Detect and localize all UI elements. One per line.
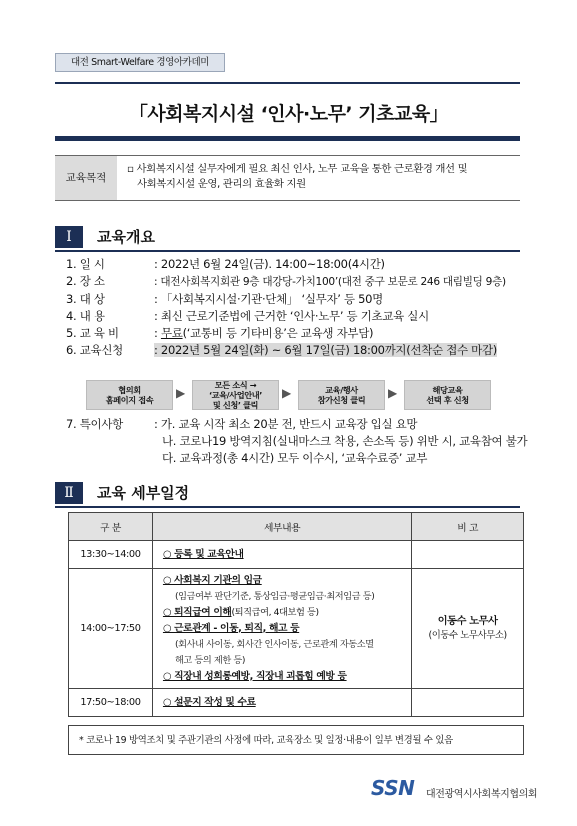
- overview-item-fee: [66, 325, 506, 342]
- step-3: [298, 380, 385, 410]
- overview-item-date: [66, 256, 506, 273]
- overview-list: [66, 256, 506, 359]
- item-value-highlight: : 2022년 5월 24일(화) ~ 6월 17일(금) 18:00까지(선착순 접수 마감): [154, 343, 497, 357]
- row-note: [412, 689, 524, 717]
- step-1-line: 홈페이지 접속: [105, 395, 154, 405]
- ssn-logo: SSN: [371, 776, 415, 800]
- section-1-number: Ⅰ: [55, 226, 83, 248]
- step-4-line: 해당교육: [432, 385, 463, 395]
- academy-tag: 대전 Smart-Welfare 경영아카데미: [55, 53, 225, 72]
- row-note: [412, 541, 524, 569]
- item-label: 5. 교 육 비: [66, 326, 119, 340]
- note-item: 나. 코로나19 방역지침(실내마스크 착용, 손소독 등) 위반 시, 교육참여 불가: [162, 434, 528, 448]
- item-value-suffix: (‘교통비 등 기타비용’은 교육생 자부담): [182, 326, 374, 340]
- step-2-line: ‘교육/사업안내’: [208, 390, 263, 400]
- row-time: 13:30~14:00: [69, 541, 153, 569]
- purpose-line-1: ▫ 사회복지시설 실무자에게 필요 최신 인사, 노무 교육을 통한 근로환경 개선 및: [127, 163, 468, 175]
- content-item: ○ 설문지 작성 및 수료: [162, 696, 256, 708]
- content-item: ○ 등록 및 교육안내: [162, 548, 244, 560]
- row-content: [152, 541, 411, 569]
- col-header-note: 비 고: [412, 513, 524, 541]
- notes-label: 7. 특이사항: [66, 417, 123, 431]
- step-1: [86, 380, 173, 410]
- purpose-line-2: 사회복지시설 운영, 관리의 효율화 지원: [137, 178, 306, 190]
- purpose-label: 교육목적: [55, 156, 117, 200]
- content-item: ○ 퇴직급여 이해: [162, 606, 232, 618]
- content-detail: (임금여부 판단기준, 통상임금·평균임금·최저임금 등): [174, 590, 375, 602]
- overview-item-apply: [66, 342, 506, 359]
- step-2-line: 및 신청’ 클릭: [212, 400, 259, 410]
- item-value: : 2022년 6월 24일(금). 14:00~18:00(4시간): [154, 257, 385, 271]
- step-arrow-icon: ▶: [282, 386, 292, 400]
- item-label: 3. 대 상: [66, 292, 105, 306]
- item-value: : 최신 근로기준법에 근거한 ‘인사·노무’ 등 기초교육 실시: [154, 309, 429, 323]
- section-1-header: [55, 226, 520, 248]
- col-header-time: 구 분: [69, 513, 153, 541]
- page-title: 「사회복지시설 ‘인사·노무’ 기초교육」: [128, 103, 449, 125]
- special-notes: [66, 416, 527, 467]
- section-2-rule: [55, 506, 520, 508]
- step-2-line: 모든 소식 →: [214, 380, 257, 390]
- footnote: * 코로나 19 방역조치 및 주관기관의 사정에 따라, 교육장소 및 일정·내용이 일부 변경될 수 있음: [68, 725, 524, 755]
- lecturer-office: (이동수 노무사무소): [428, 629, 507, 641]
- title-top-rule: [55, 82, 520, 84]
- title-bottom-rule: [55, 136, 520, 141]
- table-row: [69, 689, 524, 717]
- table-row: [69, 541, 524, 569]
- step-arrow-icon: ▶: [388, 386, 398, 400]
- row-time: 14:00~17:50: [69, 569, 153, 689]
- section-1-title: 교육개요: [97, 228, 155, 246]
- lecturer-name: 이동수 노무사: [437, 615, 498, 627]
- table-header-row: [69, 513, 524, 541]
- overview-item-target: [66, 291, 506, 308]
- section-2-number: Ⅱ: [55, 482, 83, 504]
- row-note: [412, 569, 524, 689]
- row-content: [152, 689, 411, 717]
- item-value: : 「사회복지시설·기관·단체」 ‘실무자’ 등 50명: [154, 292, 383, 306]
- row-time: 17:50~18:00: [69, 689, 153, 717]
- content-item: ○ 근로관계 - 이동, 퇴직, 해고 등: [162, 622, 300, 634]
- step-4-line: 선택 후 신청: [426, 395, 469, 405]
- item-label: 4. 내 용: [66, 309, 105, 323]
- purpose-box: [55, 155, 520, 201]
- purpose-text: [127, 162, 517, 192]
- overview-item-content: [66, 308, 506, 325]
- note-item: : 가. 교육 시작 최소 20분 전, 반드시 교육장 입실 요망: [154, 417, 418, 431]
- section-2-header: [55, 482, 520, 504]
- content-detail: (퇴직급여, 4대보험 등): [231, 606, 319, 618]
- step-1-line: 협의회: [118, 385, 141, 395]
- item-label: 1. 일 시: [66, 257, 105, 271]
- content-detail: 해고 등의 제한 등): [174, 654, 246, 666]
- content-item: ○ 직장내 성희롱예방, 직장내 괴롭힘 예방 등: [162, 670, 347, 682]
- schedule-table: [68, 512, 524, 717]
- item-label: 6. 교육신청: [66, 343, 123, 357]
- section-1-rule: [55, 250, 520, 252]
- org-name: 대전광역시사회복지협의회: [426, 789, 538, 800]
- item-value: : 대전사회복지회관 9층 대강당-가치100’(대전 중구 보문로 246 대림빌딩 9층): [154, 276, 506, 288]
- step-2: [192, 380, 279, 410]
- overview-item-place: [66, 273, 506, 291]
- item-value-prefix: :: [154, 326, 161, 340]
- section-2-title: 교육 세부일정: [97, 484, 190, 502]
- step-arrow-icon: ▶: [176, 386, 186, 400]
- item-value-free: 무료: [160, 326, 183, 340]
- note-item: 다. 교육과정(총 4시간) 모두 이수시, ‘교육수료증’ 교부: [162, 451, 428, 465]
- row-content: [152, 569, 411, 689]
- col-header-content: 세부내용: [152, 513, 411, 541]
- step-3-line: 교육/행사: [325, 385, 358, 395]
- content-item: ○ 사회복지 기관의 임금: [162, 574, 262, 586]
- step-3-line: 참가신청 클릭: [317, 395, 366, 405]
- content-detail: (회사내 사이동, 회사간 인사이동, 근로관계 자동소멸: [174, 638, 374, 650]
- step-4: [404, 380, 491, 410]
- item-label: 2. 장 소: [66, 274, 105, 288]
- table-row: [69, 569, 524, 689]
